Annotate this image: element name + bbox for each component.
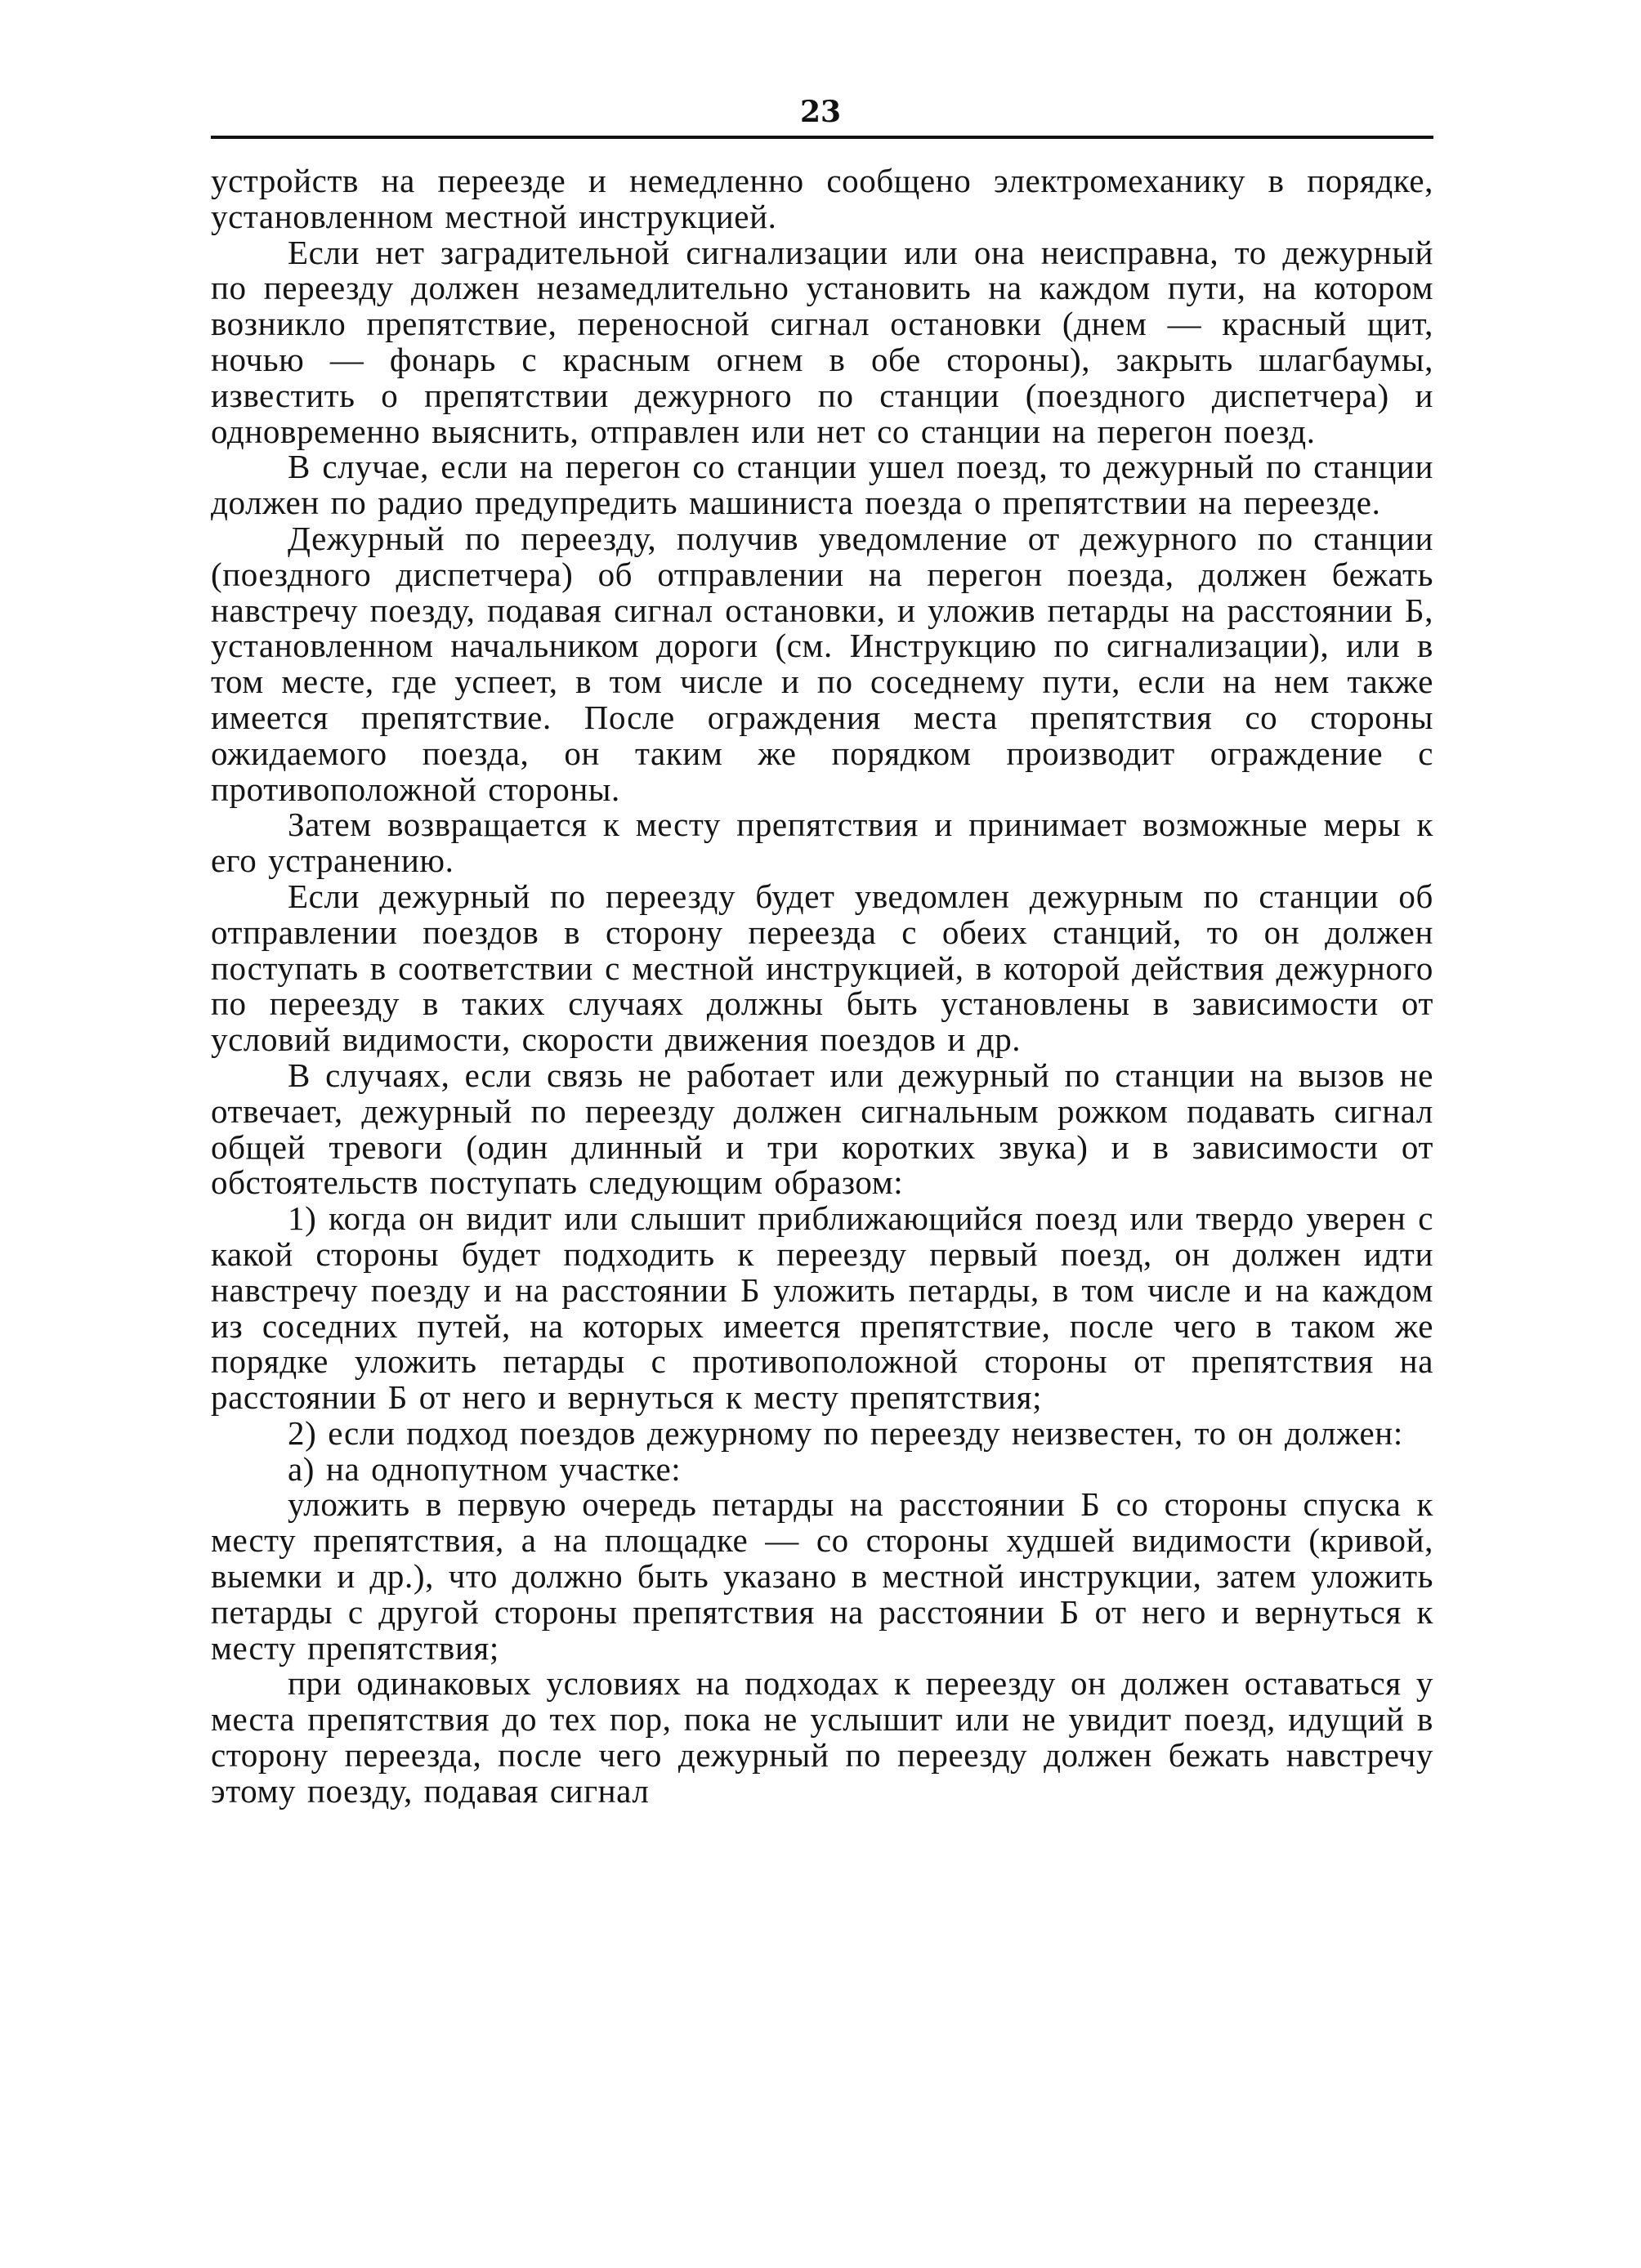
page-number: 23 (799, 95, 842, 129)
paragraph: Затем возвращается к месту препятствия и принимает возможные меры к его устранению. (211, 806, 1433, 880)
paragraph: устройств на переезде и немедленно сообщено электромеханику в порядке, установленном местной инструкцией. (211, 162, 1433, 235)
body-text (211, 163, 1433, 1810)
paragraph: уложить в первую очередь петарды на расстоянии Б со стороны спуска к месту препятствия, а на площадке — со стороны худшей видимости (кривой, выемки и др.), что должно быть указано в местной инструкции, затем уложить петарды с другой стороны препятствия на расстоянии Б от него и вернуться к месту препятствия; (211, 1485, 1433, 1667)
sub-list-item: а) на однопутном участке: (288, 1449, 682, 1488)
list-item: 1) когда он видит или слышит приближающийся поезд или твердо уверен с какой стороны будет подходить к переезду первый поезд, он должен идти навстречу поезду и на расстоянии Б уложить петарды, в том числе и на каждом из соседних путей, на которых имеется препятствие, после чего в таком же порядке уложить петарды с противоположной стороны от препятствия на расстоянии Б от него и вернуться к месту препятствия; (211, 1199, 1433, 1417)
paragraph: Если дежурный по переезду будет уведомлен дежурным по станции об отправлении поездов в сторону переезда с обеих станций, то он должен поступать в соответствии с местной инструкцией, в которой действия дежурного по переезду в таких случаях должны быть установлены в зависимости от условий видимости, скорости движения поездов и др. (211, 877, 1433, 1059)
paragraph: при одинаковых условиях на подходах к переезду он должен оставаться у места препятствия до тех пор, пока не услышит или не увидит поезд, идущий в сторону переезда, после чего дежурный по переезду должен бежать навстречу этому поезду, подавая сигнал (211, 1664, 1433, 1810)
paragraph: Дежурный по переезду, получив уведомление от дежурного по станции (поездного диспетчера) об отправлении на перегон поезда, должен бежать навстречу поезду, подавая сигнал остановки, и уложив петарды на расстоянии Б, установленном начальником дороги (см. Инструкцию по сигнализации), или в том месте, где успеет, в том числе и по соседнему пути, если на нем также имеется препятствие. После ограждения места препятствия со стороны ожидаемого поезда, он таким же порядком производит ограждение с противоположной стороны. (211, 519, 1433, 808)
paragraph: В случае, если на перегон со станции ушел поезд, то дежурный по станции должен по радио предупредить машиниста поезда о препятствии на переезде. (211, 448, 1433, 522)
header-rule (211, 136, 1433, 139)
paragraph: В случаях, если связь не работает или дежурный по станции на вызов не отвечает, дежурный по переезду должен сигнальным рожком подавать сигнал общей тревоги (один длинный и три коротких звука) и в зависимости от обстоятельств поступать следующим образом: (211, 1056, 1433, 1202)
paragraph: Если нет заградительной сигнализации или она неисправна, то дежурный по переезду должен незамедлительно установить на каждом пути, на котором возникло препятствие, переносной сигнал остановки (днем — красный щит, ночью — фонарь с красным огнем в обе стороны), закрыть шлагбаумы, известить о препятствии дежурного по станции (поездного диспетчера) и одновременно выяснить, отправлен или нет со станции на перегон поезд. (211, 233, 1433, 450)
list-item: 2) если подход поездов дежурному по переезду неизвестен, то он должен: (288, 1413, 1403, 1452)
